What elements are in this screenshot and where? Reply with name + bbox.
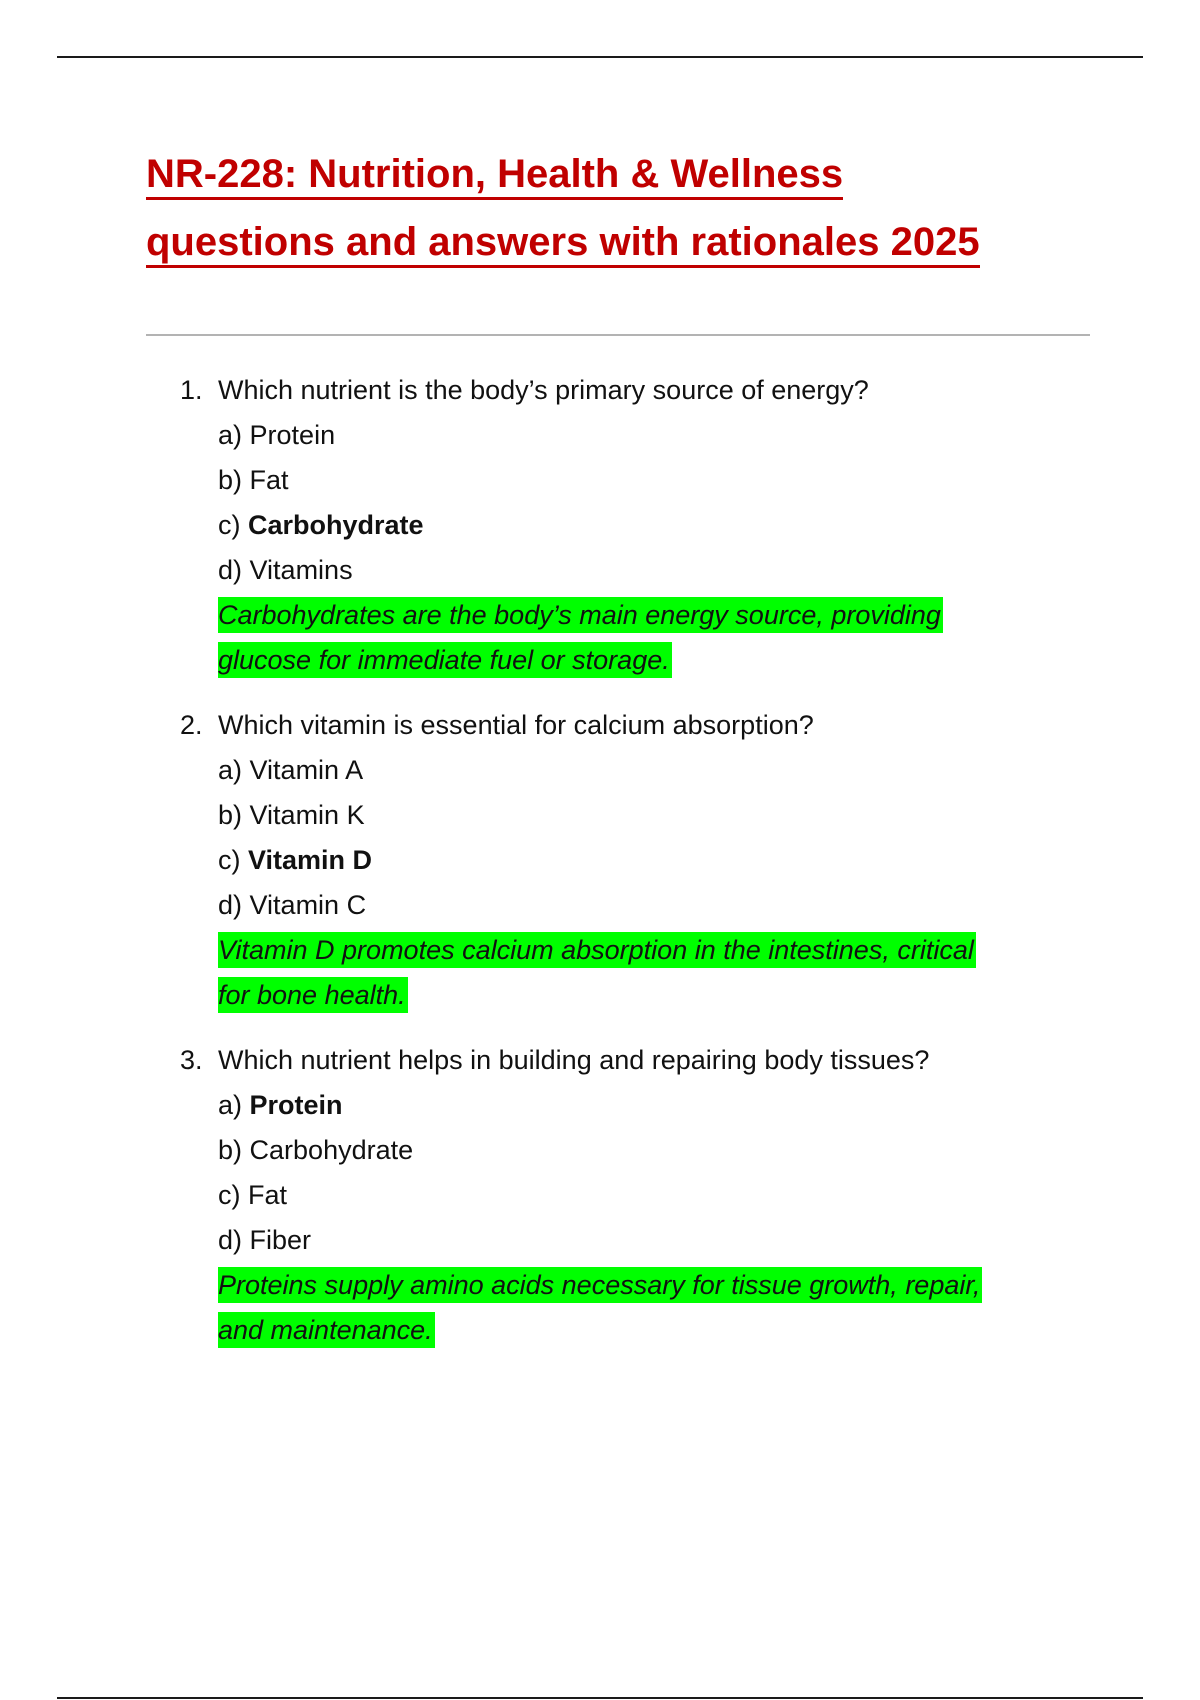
option-letter: d) (218, 1225, 243, 1255)
rationale-line: for bone health. (218, 973, 1078, 1018)
rationale-line: Proteins supply amino acids necessary for tissue growth, repair, (218, 1263, 1078, 1308)
option-text: Fiber (249, 1225, 312, 1255)
rationale (180, 928, 1078, 1018)
option-text: Vitamin K (249, 800, 365, 830)
question-list (180, 368, 1080, 1373)
option-letter: a) (218, 755, 243, 785)
answer-option-b (218, 458, 1080, 503)
option-text: Vitamin A (249, 755, 364, 785)
option-letter: d) (218, 555, 243, 585)
option-letter: a) (218, 1090, 243, 1120)
answer-option-b (218, 793, 1080, 838)
option-letter: c) (218, 510, 241, 540)
rationale-line: Carbohydrates are the body’s main energy source, providing (218, 593, 1078, 638)
option-letter: c) (218, 1180, 241, 1210)
rationale-line: and maintenance. (218, 1308, 1078, 1353)
question-2 (180, 703, 1080, 1018)
rationale-line: Vitamin D promotes calcium absorption in the intestines, critical (218, 928, 1078, 973)
question-stem (180, 1038, 1080, 1083)
option-letter: a) (218, 420, 243, 450)
answer-options (180, 748, 1080, 928)
correct-option-text: Carbohydrate (248, 510, 424, 540)
question-text: Which vitamin is essential for calcium absorption? (218, 710, 814, 740)
answer-option-d (218, 883, 1080, 928)
answer-options (180, 1083, 1080, 1263)
question-stem (180, 368, 1080, 413)
question-number: 2. (180, 710, 203, 740)
answer-option-c (218, 503, 1080, 548)
title-line-2: questions and answers with rationales 2025 (146, 208, 1096, 276)
answer-option-b (218, 1128, 1080, 1173)
correct-option-text: Vitamin D (248, 845, 373, 875)
answer-option-a (218, 413, 1080, 458)
question-number: 1. (180, 375, 203, 405)
option-text: Fat (249, 465, 289, 495)
rationale-line: glucose for immediate fuel or storage. (218, 638, 1078, 683)
question-stem (180, 703, 1080, 748)
question-number: 3. (180, 1045, 203, 1075)
title-divider (146, 334, 1090, 336)
document-title (146, 140, 1096, 276)
answer-option-d (218, 548, 1080, 593)
question-3 (180, 1038, 1080, 1353)
option-text: Vitamin C (249, 890, 367, 920)
page-bottom-rule (57, 1697, 1143, 1699)
option-letter: b) (218, 465, 243, 495)
question-text: Which nutrient is the body’s primary source of energy? (218, 375, 869, 405)
question-1 (180, 368, 1080, 683)
answer-options (180, 413, 1080, 593)
option-text: Vitamins (249, 555, 353, 585)
question-text: Which nutrient helps in building and repairing body tissues? (218, 1045, 930, 1075)
option-letter: b) (218, 1135, 243, 1165)
rationale (180, 593, 1078, 683)
title-line-1: NR-228: Nutrition, Health & Wellness (146, 140, 1096, 208)
answer-option-d (218, 1218, 1080, 1263)
option-text: Protein (249, 420, 336, 450)
page-top-rule (57, 56, 1143, 58)
option-letter: d) (218, 890, 243, 920)
option-text: Fat (248, 1180, 288, 1210)
answer-option-c (218, 838, 1080, 883)
answer-option-c (218, 1173, 1080, 1218)
option-letter: b) (218, 800, 243, 830)
answer-option-a (218, 748, 1080, 793)
answer-option-a (218, 1083, 1080, 1128)
correct-option-text: Protein (249, 1090, 343, 1120)
rationale (180, 1263, 1078, 1353)
option-letter: c) (218, 845, 241, 875)
option-text: Carbohydrate (249, 1135, 414, 1165)
